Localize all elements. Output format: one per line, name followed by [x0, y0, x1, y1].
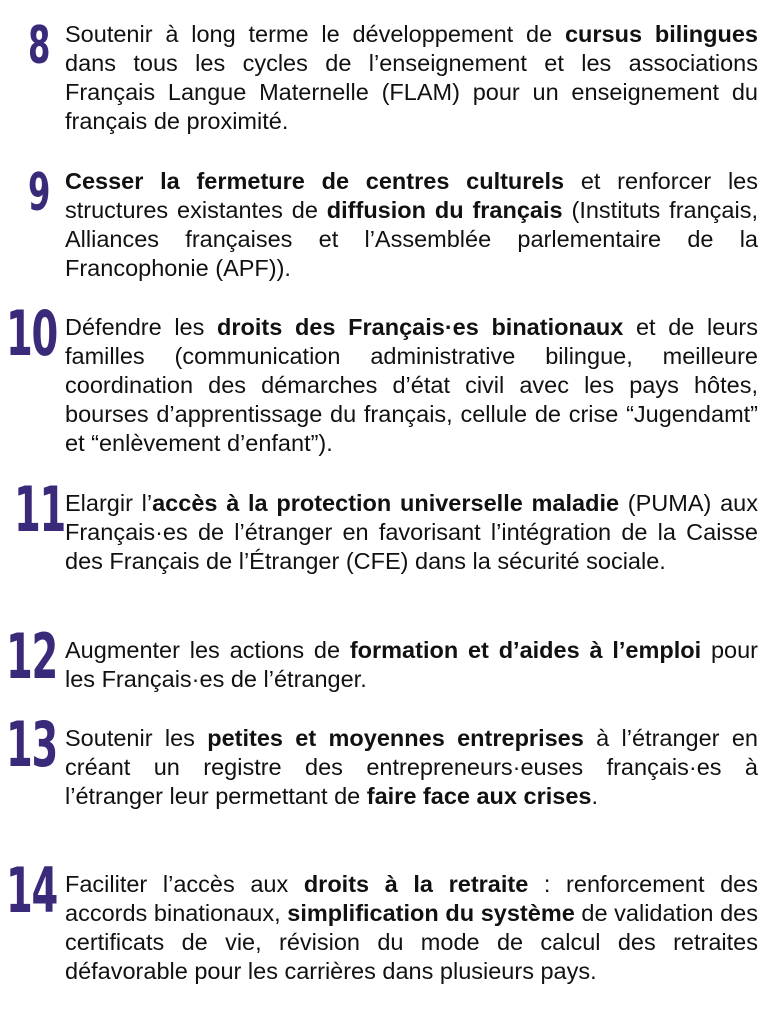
body-text: Augmenter les actions de	[65, 637, 350, 663]
emphasis-text: formation et d’aides à l’emploi	[349, 637, 702, 663]
body-text: et de leurs familles (communication administrative bilingue, meilleure coordination des démarches d’état civil avec les pays hôtes, bourses d’apprentissage du français, cellule de crise “Jugendamt” et “enlèvement d’enfant”).	[65, 314, 758, 456]
item-text	[65, 313, 758, 458]
body-text: Elargir l’	[65, 490, 153, 516]
emphasis-text: faire face aux crises	[366, 783, 592, 809]
item-text	[65, 870, 758, 986]
body-text: et renforcer les structures existantes de	[65, 168, 758, 223]
item-number: 9	[28, 163, 50, 223]
body-text: (PUMA) aux Français·es de l’étranger en favorisant l’intégration de la Caisse des Français de l’Étranger (CFE) dans la sécurité sociale.	[65, 490, 758, 574]
item-text	[65, 636, 758, 694]
body-text: .	[591, 783, 598, 809]
emphasis-text: simplification du système	[287, 900, 575, 926]
body-text: à l’étranger en créant un registre des entrepreneurs·euses français·es à l’étranger leur permettant de	[65, 725, 758, 809]
item-number: 12	[6, 620, 58, 693]
item-text	[65, 167, 758, 283]
emphasis-text: droits à la retraite	[303, 871, 529, 897]
emphasis-text: diffusion du français	[326, 197, 563, 223]
item-number: 10	[6, 297, 58, 370]
emphasis-text: cursus bilingues	[564, 21, 758, 47]
body-text: pour les Français·es de l’étranger.	[65, 637, 758, 692]
body-text: Défendre les	[65, 314, 218, 340]
item-text	[65, 489, 758, 576]
body-text: Faciliter l’accès aux	[65, 871, 304, 897]
body-text: Soutenir à long terme le développement de	[65, 21, 565, 47]
emphasis-text: accès à la protection universelle maladie	[152, 490, 620, 516]
body-text: de validation des certificats de vie, révision du mode de calcul des retraites défavorable pour les carrières dans plusieurs pays.	[65, 900, 758, 984]
emphasis-text: droits des Français·es binationaux	[217, 314, 624, 340]
item-text	[65, 724, 758, 811]
item-number: 11	[14, 473, 66, 546]
item-text	[65, 20, 758, 136]
body-text: : renforcement des accords binationaux,	[65, 871, 758, 926]
item-number: 13	[6, 708, 58, 781]
body-text: dans tous les cycles de l’enseignement et les associations Français Langue Maternelle (FLAM) pour un enseignement du français de proximité.	[65, 50, 758, 134]
body-text: (Instituts français, Alliances françaises et l’Assemblée parlementaire de la Francophonie (APF)).	[65, 197, 758, 281]
item-number: 8	[28, 16, 50, 76]
emphasis-text: petites et moyennes entreprises	[207, 725, 584, 751]
emphasis-text: Cesser la fermeture de centres culturels	[65, 168, 565, 194]
item-number: 14	[6, 854, 58, 927]
body-text: Soutenir les	[65, 725, 208, 751]
